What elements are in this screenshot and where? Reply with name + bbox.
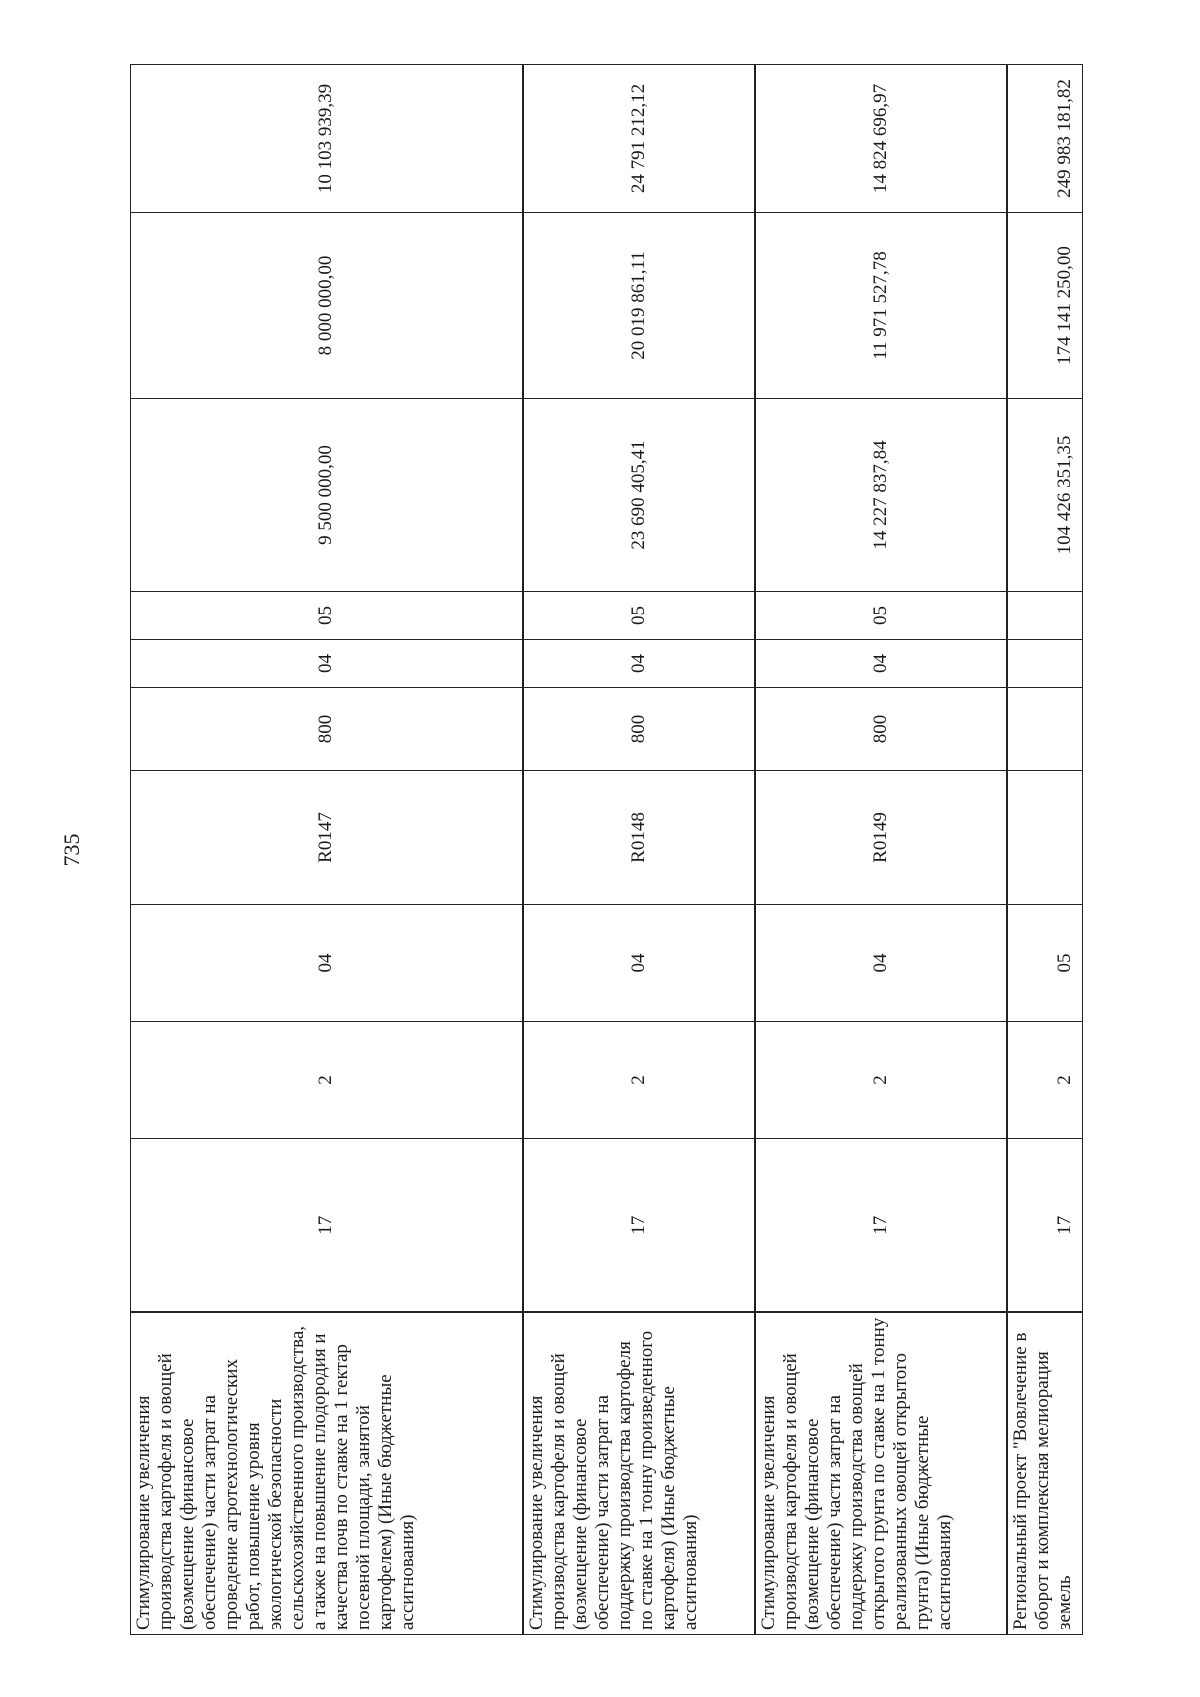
code-cell: 800 bbox=[755, 688, 1007, 771]
code-cell: 2 bbox=[131, 1022, 523, 1139]
code-cell: 800 bbox=[523, 688, 755, 771]
amount-cell: 24 791 212,12 bbox=[523, 65, 755, 213]
code-cell: 2 bbox=[755, 1022, 1007, 1139]
amount-cell: 9 500 000,00 bbox=[131, 399, 523, 592]
amount-cell: 14 824 696,97 bbox=[755, 65, 1007, 213]
amount-cell: 249 983 181,82 bbox=[1007, 65, 1083, 213]
code-cell: 04 bbox=[755, 640, 1007, 688]
code-cell: 17 bbox=[131, 1139, 523, 1313]
code-cell: 05 bbox=[131, 592, 523, 640]
code-cell: 17 bbox=[1007, 1139, 1083, 1313]
code-cell: 04 bbox=[131, 905, 523, 1022]
table-row bbox=[131, 65, 523, 1635]
code-cell: 2 bbox=[1007, 1022, 1083, 1139]
code-cell bbox=[1007, 771, 1083, 905]
amount-cell: 20 019 861,11 bbox=[523, 213, 755, 399]
code-cell bbox=[1007, 592, 1083, 640]
amount-cell: 14 227 837,84 bbox=[755, 399, 1007, 592]
code-cell bbox=[1007, 640, 1083, 688]
code-cell: 05 bbox=[1007, 905, 1083, 1022]
row-name-cell: Региональный проект "Вовлечение в оборот и комплексная мелиорация земель bbox=[1007, 1313, 1083, 1635]
code-cell: 800 bbox=[131, 688, 523, 771]
table-row bbox=[755, 65, 1007, 1635]
budget-table bbox=[130, 64, 1083, 1635]
table-row bbox=[1007, 65, 1083, 1635]
row-name-cell: Стимулирование увеличения производства картофеля и овощей (возмещение (финансовое обеспечение) части затрат на поддержку производства овощей открытого грунта по ставке на 1 тонну реализованных овощей открытого грунта) (Иные бюджетные ассигнования) bbox=[755, 1313, 1007, 1635]
amount-cell: 23 690 405,41 bbox=[523, 399, 755, 592]
code-cell: 04 bbox=[755, 905, 1007, 1022]
code-cell bbox=[1007, 688, 1083, 771]
code-cell: 2 bbox=[523, 1022, 755, 1139]
row-name-cell: Стимулирование увеличения производства картофеля и овощей (возмещение (финансовое обеспечение) части затрат на проведение агротехнологических работ, повышение уровня экологической безопасности сельскохозяйственного производства, а также на повышение плодородия и качества почв по ставке на 1 гектар посевной площади, занятой картофелем) (Иные бюджетные ассигнования) bbox=[131, 1313, 523, 1635]
amount-cell: 174 141 250,00 bbox=[1007, 213, 1083, 399]
amount-cell: 11 971 527,78 bbox=[755, 213, 1007, 399]
amount-cell: 104 426 351,35 bbox=[1007, 399, 1083, 592]
code-cell: 04 bbox=[131, 640, 523, 688]
code-cell: R0147 bbox=[131, 771, 523, 905]
code-cell: 17 bbox=[523, 1139, 755, 1313]
code-cell: R0148 bbox=[523, 771, 755, 905]
code-cell: 17 bbox=[755, 1139, 1007, 1313]
code-cell: 05 bbox=[523, 592, 755, 640]
amount-cell: 10 103 939,39 bbox=[131, 65, 523, 213]
code-cell: 04 bbox=[523, 905, 755, 1022]
amount-cell: 8 000 000,00 bbox=[131, 213, 523, 399]
page-number: 735 bbox=[59, 833, 84, 867]
row-name-cell: Стимулирование увеличения производства картофеля и овощей (возмещение (финансовое обеспечение) части затрат на поддержку производства картофеля по ставке на 1 тонну произведенного картофеля) (Иные бюджетные ассигнования) bbox=[523, 1313, 755, 1635]
code-cell: 05 bbox=[755, 592, 1007, 640]
code-cell: 04 bbox=[523, 640, 755, 688]
table-row bbox=[523, 65, 755, 1635]
code-cell: R0149 bbox=[755, 771, 1007, 905]
